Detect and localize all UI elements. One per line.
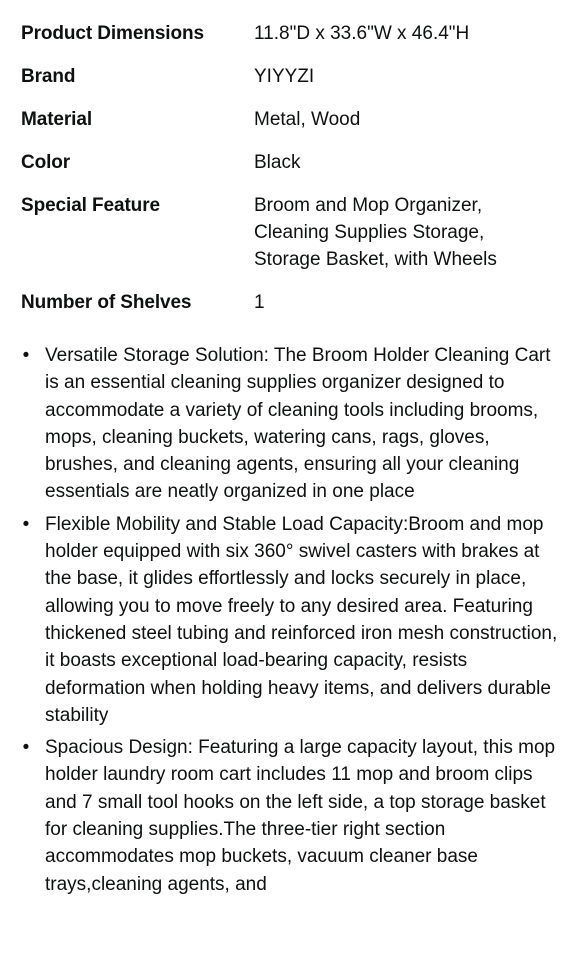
bullet-text: Flexible Mobility and Stable Load Capacity:Broom and mop holder equipped with six 360° swivel casters with brakes at the base, it glides effortlessly and locks securely in place, allowing you to move freely to any desired area. Featuring thickened steel tubing and reinforced iron mesh construction, it boasts exceptional load-bearing capacity, resists deformation when holding heavy items, and delivers durable stability <box>45 513 558 726</box>
spec-label: Product Dimensions <box>21 23 204 44</box>
spec-row-material <box>21 106 561 133</box>
spec-label: Material <box>21 109 93 130</box>
spec-row-brand <box>21 63 561 90</box>
spec-row-number-of-shelves <box>21 289 561 316</box>
spec-value: 11.8"D x 33.6"W x 46.4"H <box>254 23 470 44</box>
spec-row-color <box>21 149 561 176</box>
bullet-icon: • <box>22 345 30 366</box>
bullet-icon: • <box>22 737 30 759</box>
spec-label: Color <box>21 152 71 173</box>
bullet-text: Versatile Storage Solution: The Broom Holder Cleaning Cart is an essential cleaning supplies organizer designed to accommodate a variety of cleaning tools including brooms, mops, cleaning buckets, watering cans, rags, gloves, brushes, and cleaning agents, ensuring all your cleaning essentials are neatly organized in one place <box>45 345 551 503</box>
spec-value: 1 <box>254 292 265 313</box>
bullet-icon: • <box>22 513 30 535</box>
list-item <box>0 734 574 898</box>
spec-value: Broom and Mop Organizer, Cleaning Supplies Storage, Storage Basket, with Wheels <box>254 195 497 270</box>
spec-label: Brand <box>21 66 76 87</box>
list-item <box>0 511 574 729</box>
product-specs-table <box>21 20 561 332</box>
spec-row-product-dimensions <box>21 20 561 47</box>
bullet-text: Spacious Design: Featuring a large capacity layout, this mop holder laundry room cart includes 11 mop and broom clips and 7 small tool hooks on the left side, a top storage basket for cleaning supplies.The three-tier right section accommodates mop buckets, vacuum cleaner base trays,cleaning agents, and <box>45 737 556 895</box>
spec-value: Black <box>254 152 301 173</box>
spec-value: Metal, Wood <box>254 109 361 130</box>
list-item <box>0 342 574 506</box>
spec-row-special-feature <box>21 192 561 273</box>
spec-label: Special Feature <box>21 195 160 216</box>
about-this-item-list <box>0 342 574 903</box>
spec-label: Number of Shelves <box>21 292 192 313</box>
spec-value: YIYYZI <box>254 66 315 87</box>
